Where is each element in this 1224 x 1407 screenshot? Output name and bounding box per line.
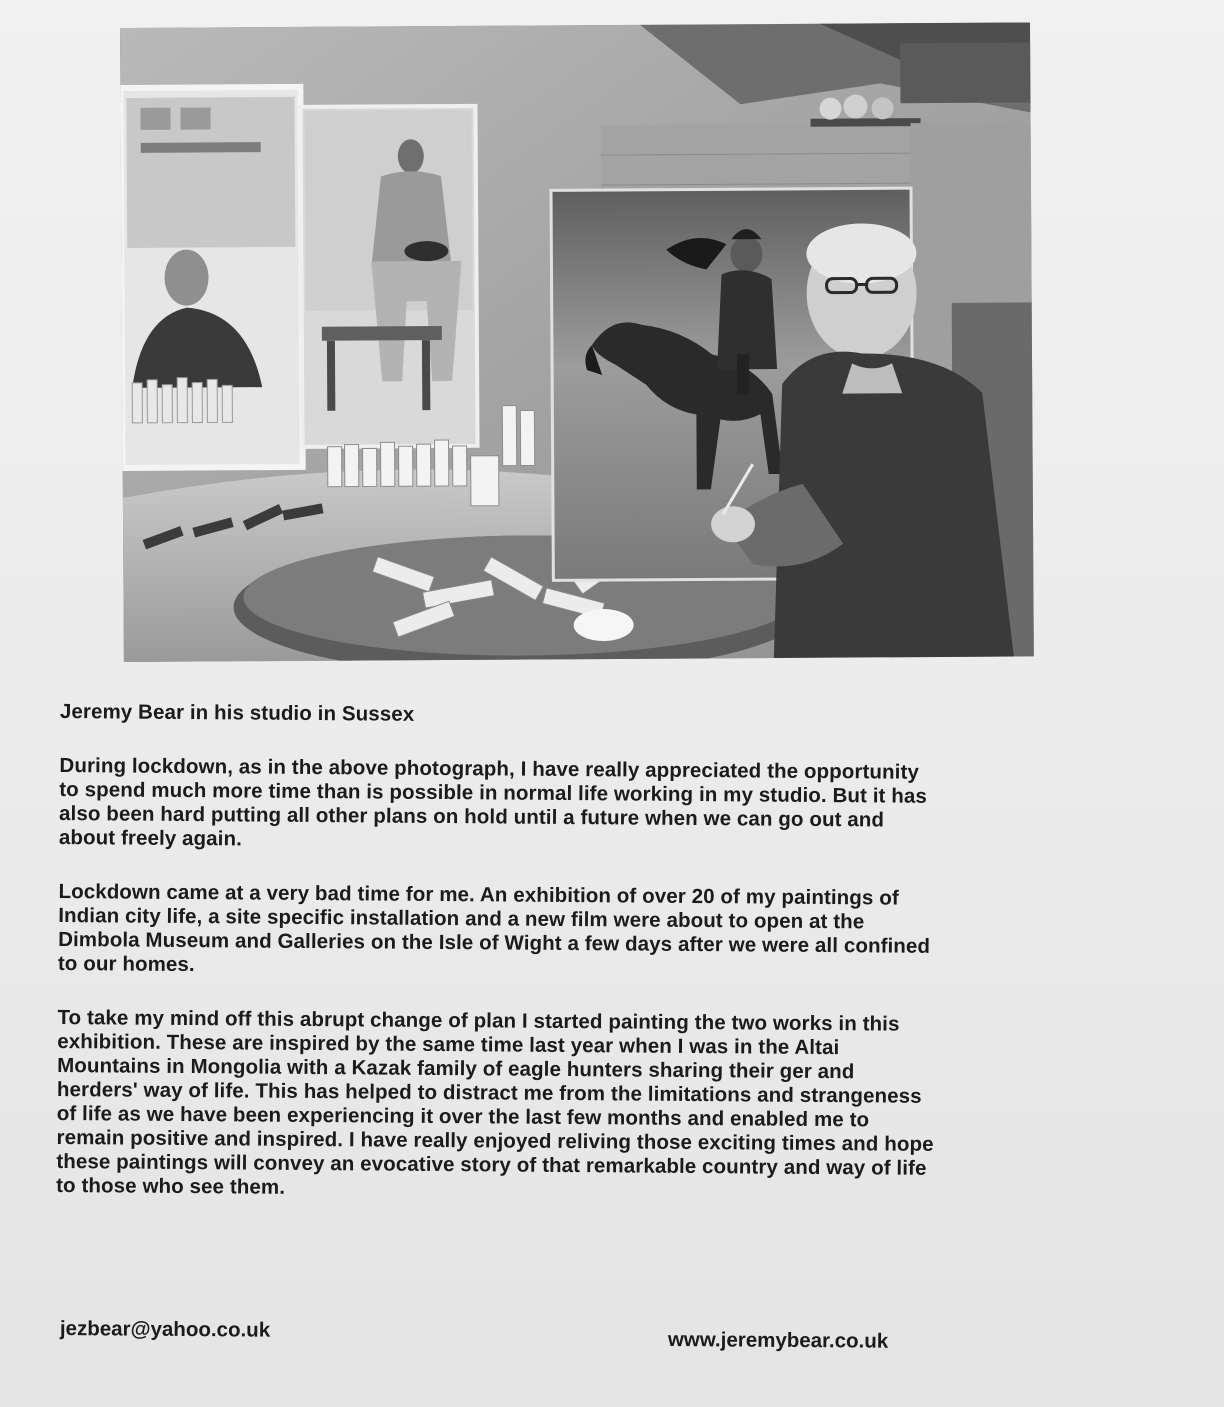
photo-caption: Jeremy Bear in his studio in Sussex [59, 700, 415, 726]
text-line: to those who see them. [56, 1173, 286, 1199]
text-line: these paintings will convey an evocative story of that remarkable country and way of life [56, 1149, 927, 1180]
studio-photo-illustration [120, 22, 1034, 662]
article-text [56, 700, 1160, 1237]
text-line: During lockdown, as in the above photograph, I have really appreciated the opportunity [59, 753, 920, 784]
paragraph-mongolia [56, 1006, 1157, 1207]
text-line: Lockdown came at a very bad time for me. An exhibition of over 20 of my paintings of [58, 879, 899, 910]
text-line: to our homes. [57, 951, 195, 977]
text-line: herders' way of life. This has helped to distract me from the limitations and strangeness [56, 1077, 922, 1108]
text-line: to spend much more time than is possible in normal life working in my studio. But it has [59, 777, 928, 808]
text-line: Indian city life, a site specific installation and a new film were about to open at the [58, 903, 865, 934]
contact-email: jezbear@yahoo.co.uk [59, 1317, 271, 1342]
studio-photo [120, 22, 1034, 662]
text-line: exhibition. These are inspired by the same time last year when I was in the Altai [57, 1029, 840, 1060]
text-line: remain positive and inspired. I have really enjoyed reliving those exciting times and hope [56, 1125, 934, 1156]
text-line: also been hard putting all other plans on hold until a future when we can go out and [59, 801, 885, 832]
text-line: Dimbola Museum and Galleries on the Isle of Wight a few days after we were all confined [58, 927, 931, 958]
text-line: To take my mind off this abrupt change of plan I started painting the two works in this [57, 1005, 900, 1036]
contact-website: www.jeremybear.co.uk [667, 1328, 889, 1353]
text-line: of life as we have been experiencing it over the last few months and enabled me to [56, 1101, 870, 1132]
text-line: Mountains in Mongolia with a Kazak family of eagle hunters sharing their ger and [57, 1053, 855, 1084]
paragraph-lockdown-studio [59, 754, 1160, 859]
text-line: about freely again. [58, 825, 243, 851]
paragraph-exhibition [58, 880, 1159, 985]
